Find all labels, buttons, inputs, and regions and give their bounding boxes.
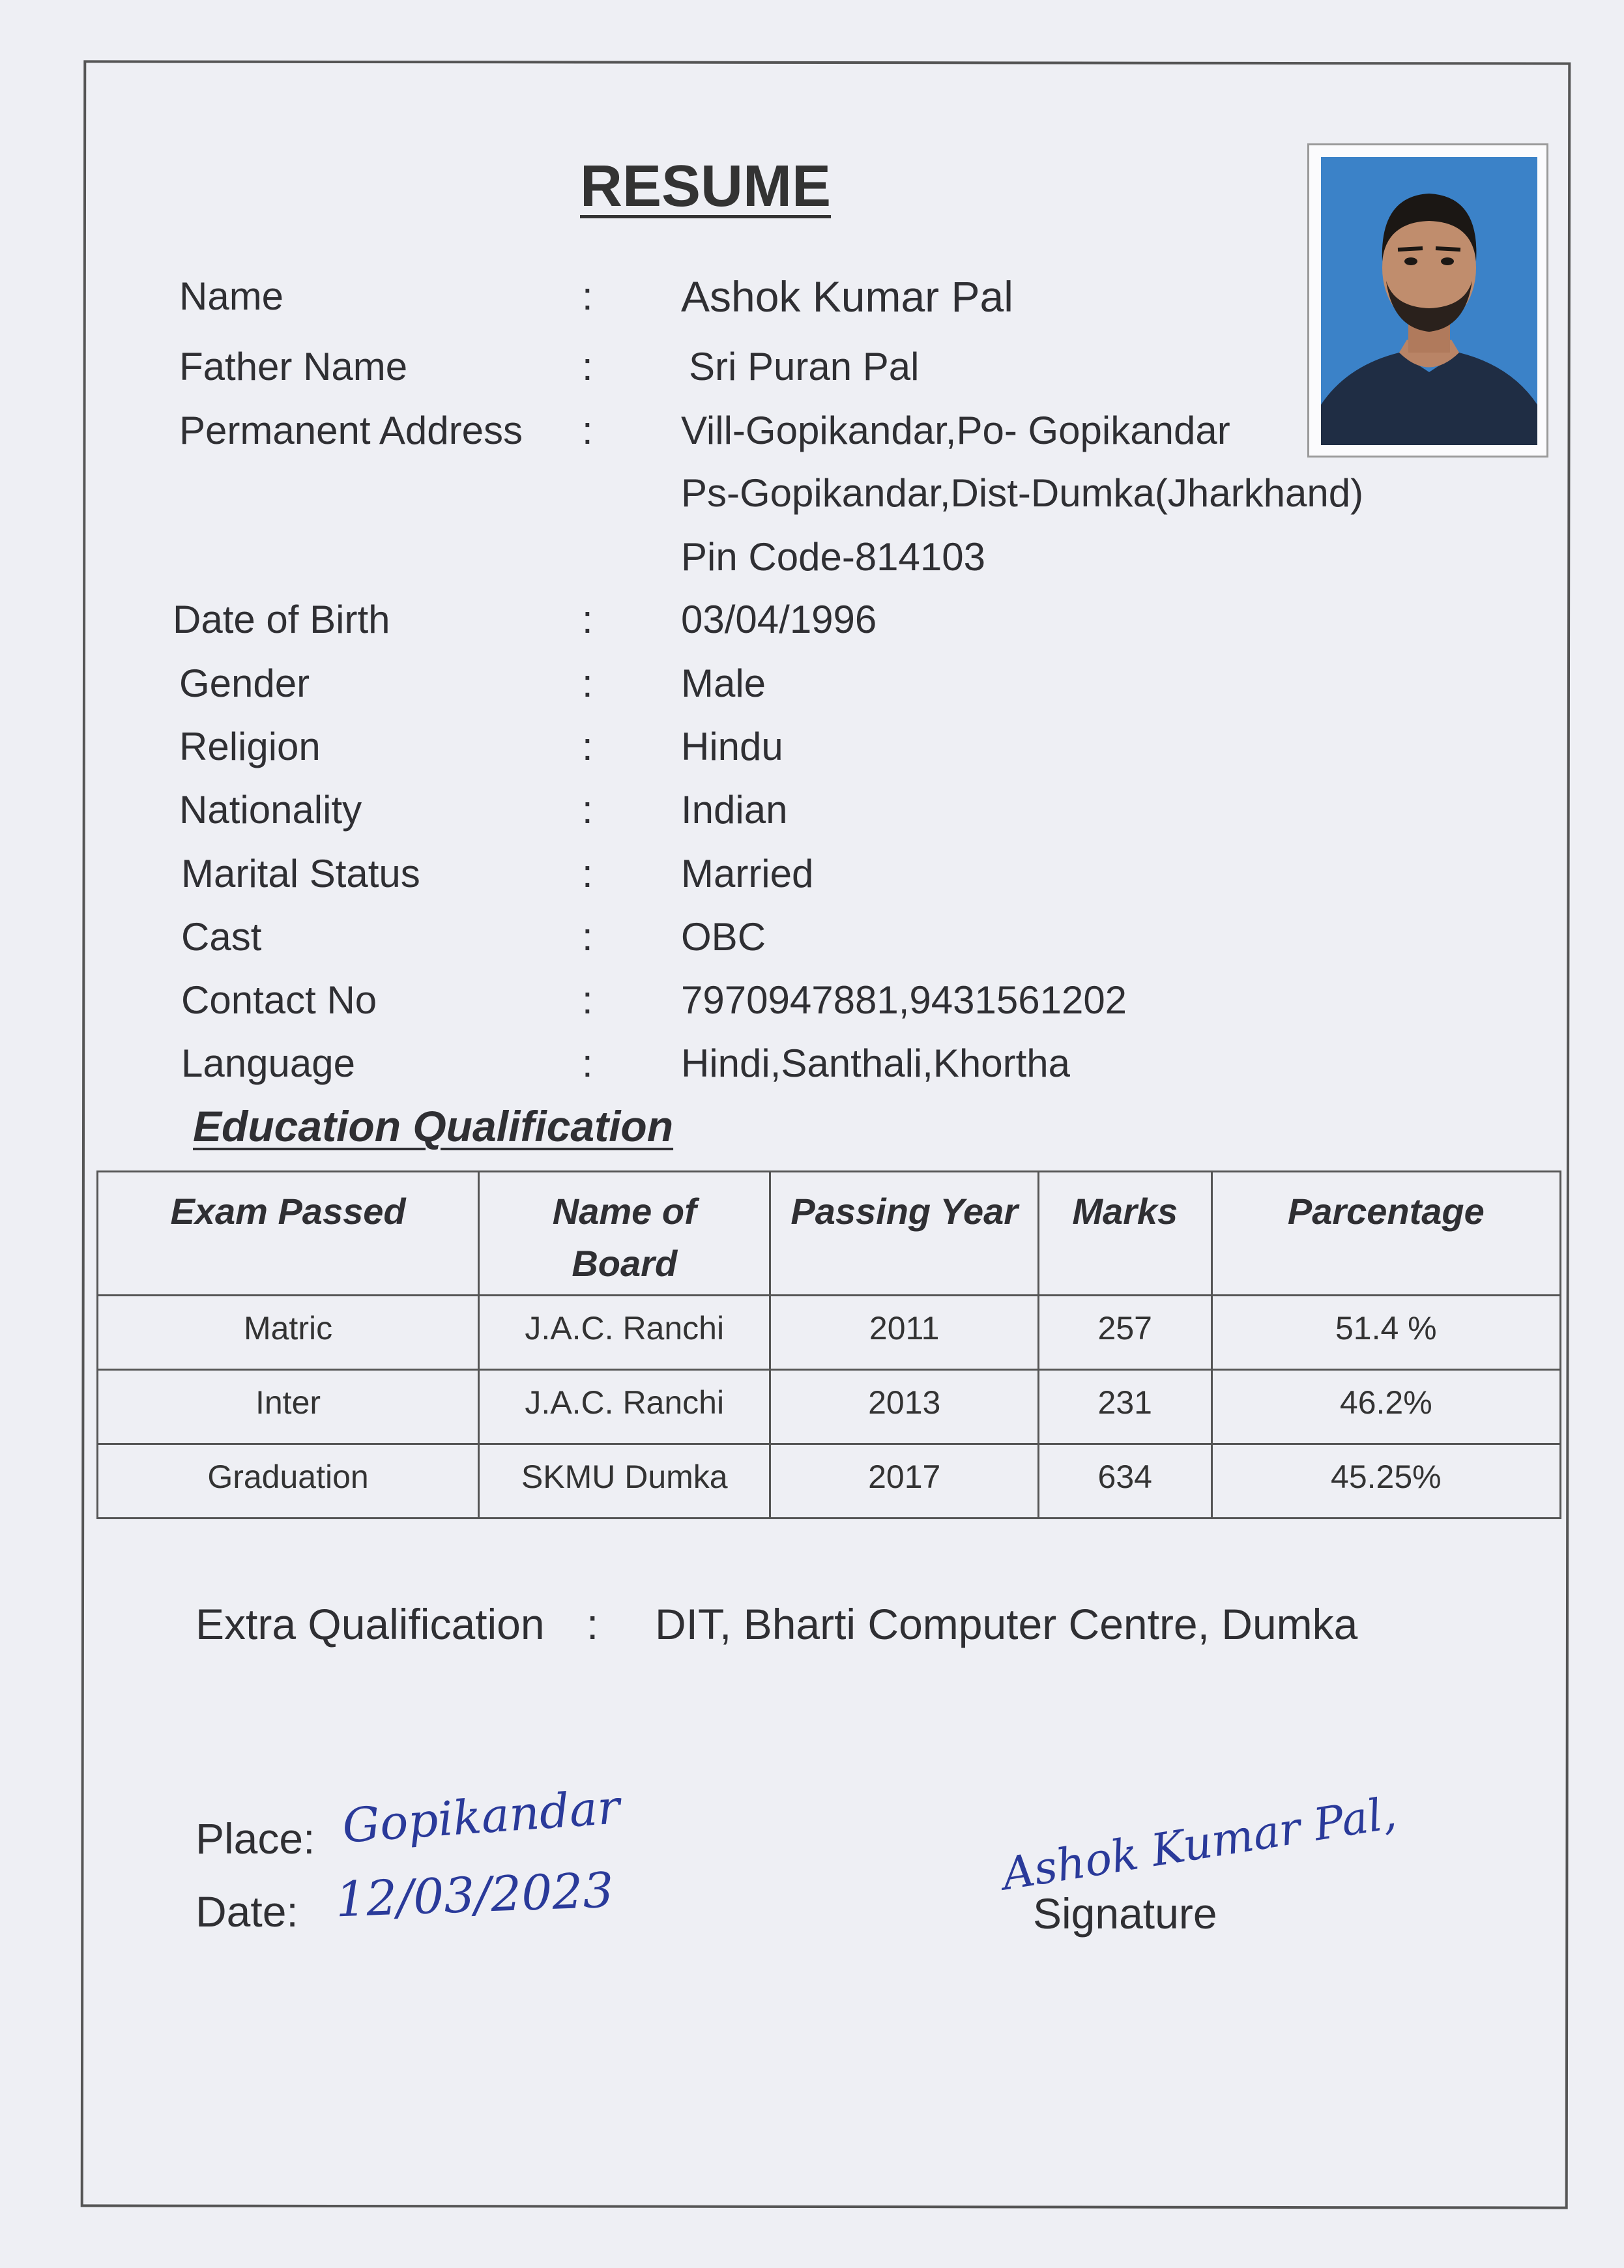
date-label: Date: — [196, 1887, 298, 1936]
table-cell: 45.25% — [1211, 1444, 1560, 1519]
gender-label: Gender — [179, 662, 310, 705]
table-row — [98, 1444, 1561, 1519]
address-line-2: Ps-Gopikandar,Dist-Dumka(Jharkhand) — [681, 471, 1364, 515]
address-label: Permanent Address — [179, 409, 523, 452]
signature-label: Signature — [1033, 1889, 1217, 1938]
table-cell: 2013 — [770, 1370, 1038, 1444]
colon: : — [582, 409, 593, 452]
table-cell: 51.4 % — [1211, 1296, 1560, 1370]
colon: : — [582, 978, 593, 1022]
table-cell: 231 — [1038, 1370, 1211, 1444]
language-value: Hindi,Santhali,Khortha — [681, 1041, 1071, 1085]
father-name-label: Father Name — [179, 345, 408, 388]
table-cell: J.A.C. Ranchi — [479, 1370, 770, 1444]
marital-status-value: Married — [681, 852, 814, 895]
extra-qualification — [196, 1599, 1358, 1649]
dob-label: Date of Birth — [173, 598, 390, 641]
colon: : — [582, 662, 593, 705]
table-cell: Graduation — [98, 1444, 479, 1519]
resume-title: RESUME — [580, 154, 832, 219]
cast-label: Cast — [181, 915, 262, 959]
profile-photo — [1307, 143, 1548, 458]
cast-value: OBC — [681, 915, 766, 959]
colon: : — [582, 725, 593, 768]
handwritten-date: 12/03/2023 — [334, 1862, 615, 1928]
religion-label: Religion — [179, 725, 321, 768]
column-header: Exam Passed — [98, 1172, 479, 1296]
extra-qualification-value: DIT, Bharti Computer Centre, Dumka — [655, 1600, 1358, 1648]
profile-photo-image — [1321, 157, 1537, 445]
language-label: Language — [181, 1041, 355, 1085]
table-cell: SKMU Dumka — [479, 1444, 770, 1519]
marital-status-label: Marital Status — [181, 852, 420, 895]
column-header: Marks — [1038, 1172, 1211, 1296]
education-heading: Education Qualification — [193, 1102, 674, 1150]
column-header: Name of Board — [479, 1172, 770, 1296]
address-line-1: Vill-Gopikandar,Po- Gopikandar — [681, 409, 1230, 452]
colon: : — [582, 345, 593, 388]
table-cell: 46.2% — [1211, 1370, 1560, 1444]
table-cell: Inter — [98, 1370, 479, 1444]
colon: : — [582, 788, 593, 832]
handwritten-place: Gopikandar — [340, 1779, 622, 1854]
table-header-row — [98, 1172, 1561, 1296]
colon: : — [582, 598, 593, 641]
table-row — [98, 1296, 1561, 1370]
education-table — [96, 1170, 1561, 1519]
contact-value: 7970947881,9431561202 — [681, 978, 1127, 1022]
column-header: Passing Year — [770, 1172, 1038, 1296]
colon: : — [582, 915, 593, 959]
dob-value: 03/04/1996 — [681, 598, 877, 641]
table-cell: J.A.C. Ranchi — [479, 1296, 770, 1370]
name-label: Name — [179, 274, 284, 318]
table-cell: 2017 — [770, 1444, 1038, 1519]
colon: : — [587, 1600, 599, 1648]
table-cell: 2011 — [770, 1296, 1038, 1370]
handwritten-signature: Ashok Kumar Pal, — [998, 1787, 1400, 1901]
religion-value: Hindu — [681, 725, 783, 768]
column-header: Parcentage — [1211, 1172, 1560, 1296]
table-row — [98, 1370, 1561, 1444]
colon: : — [582, 274, 593, 318]
name-value: Ashok Kumar Pal — [681, 272, 1013, 321]
contact-label: Contact No — [181, 978, 377, 1022]
nationality-label: Nationality — [179, 788, 362, 832]
table-cell: 634 — [1038, 1444, 1211, 1519]
colon: : — [582, 852, 593, 895]
extra-qualification-label: Extra Qualification — [196, 1600, 545, 1648]
nationality-value: Indian — [681, 788, 788, 832]
table-cell: Matric — [98, 1296, 479, 1370]
father-name-value: Sri Puran Pal — [689, 345, 920, 388]
address-line-3: Pin Code-814103 — [681, 535, 986, 579]
place-label: Place: — [196, 1814, 315, 1863]
colon: : — [582, 1041, 593, 1085]
gender-value: Male — [681, 662, 766, 705]
table-cell: 257 — [1038, 1296, 1211, 1370]
